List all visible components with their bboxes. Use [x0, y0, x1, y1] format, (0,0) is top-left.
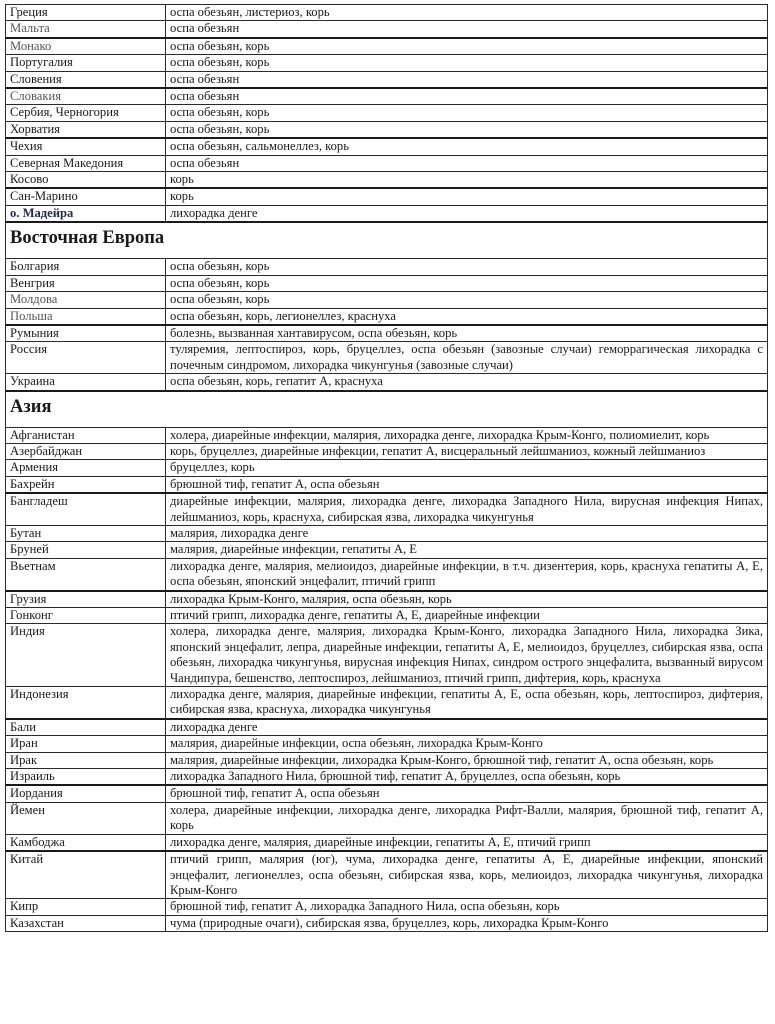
diseases-cell: оспа обезьян: [166, 88, 768, 105]
diseases-cell: чума (природные очаги), сибирская язва, бруцеллез, корь, лихорадка Крым-Конго: [166, 915, 768, 931]
region-title: Восточная Европа: [6, 222, 768, 259]
region-title: Азия: [6, 391, 768, 428]
country-cell: Израиль: [6, 769, 166, 786]
diseases-cell: лихорадка Крым-Конго, малярия, оспа обезьян, корь: [166, 591, 768, 608]
country-cell: Польша: [6, 308, 166, 325]
country-cell: Бали: [6, 719, 166, 736]
table-row: [6, 719, 768, 736]
country-cell: Индонезия: [6, 687, 166, 719]
table-row: [6, 899, 768, 915]
country-cell: Армения: [6, 460, 166, 476]
diseases-cell: оспа обезьян, корь: [166, 105, 768, 121]
country-cell: Ирак: [6, 752, 166, 768]
diseases-cell: туляремия, лептоспироз, корь, бруцеллез, оспа обезьян (завозные случаи) геморрагическая лихорадка с почечным синдромом, лихорадка чикунгунья (завозные случаи): [166, 342, 768, 374]
table-row: [6, 476, 768, 493]
disease-table: [5, 4, 768, 932]
table-row: [6, 525, 768, 541]
table-row: [6, 71, 768, 88]
diseases-cell: оспа обезьян, корь, гепатит А, краснуха: [166, 374, 768, 391]
diseases-cell: малярия, диарейные инфекции, оспа обезьян, лихорадка Крым-Конго: [166, 736, 768, 752]
country-cell: Греция: [6, 5, 166, 21]
table-row: [6, 259, 768, 275]
country-cell: Словакия: [6, 88, 166, 105]
country-cell: Кипр: [6, 899, 166, 915]
diseases-cell: холера, диарейные инфекции, лихорадка денге, лихорадка Рифт-Валли, малярия, брюшной тиф, гепатит А, корь: [166, 802, 768, 834]
country-cell: Монако: [6, 38, 166, 55]
table-row: [6, 325, 768, 342]
table-row: [6, 172, 768, 189]
diseases-cell: оспа обезьян, корь: [166, 38, 768, 55]
diseases-cell: лихорадка денге, малярия, диарейные инфекции, гепатиты А, Е, оспа обезьян, корь, лептоспироз, дифтерия, сибирская язва, краснуха, лихорадка чикунгунья: [166, 687, 768, 719]
diseases-cell: бруцеллез, корь: [166, 460, 768, 476]
table-row: [6, 374, 768, 391]
table-row: [6, 591, 768, 608]
country-cell: Румыния: [6, 325, 166, 342]
diseases-cell: болезнь, вызванная хантавирусом, оспа обезьян, корь: [166, 325, 768, 342]
diseases-cell: оспа обезьян, корь: [166, 259, 768, 275]
table-row: [6, 308, 768, 325]
country-cell: Гонконг: [6, 608, 166, 624]
diseases-cell: оспа обезьян, корь: [166, 55, 768, 71]
table-row: [6, 427, 768, 443]
table-row: [6, 687, 768, 719]
country-cell: Мальта: [6, 21, 166, 38]
diseases-cell: брюшной тиф, гепатит А, оспа обезьян: [166, 785, 768, 802]
diseases-cell: оспа обезьян, корь, легионеллез, краснуха: [166, 308, 768, 325]
region-header: [6, 391, 768, 428]
country-cell: Хорватия: [6, 121, 166, 138]
diseases-cell: оспа обезьян, листериоз, корь: [166, 5, 768, 21]
diseases-cell: брюшной тиф, гепатит А, лихорадка Западного Нила, оспа обезьян, корь: [166, 899, 768, 915]
diseases-cell: оспа обезьян: [166, 155, 768, 171]
diseases-cell: лихорадка денге, малярия, мелиоидоз, диарейные инфекции, в т.ч. дизентерия, корь, краснуха гепатиты А, Е, оспа обезьян, японский энцефалит, птичий грипп: [166, 558, 768, 590]
table-row: [6, 88, 768, 105]
country-cell: Бахрейн: [6, 476, 166, 493]
diseases-cell: брюшной тиф, гепатит А, оспа обезьян: [166, 476, 768, 493]
country-cell: Камбоджа: [6, 834, 166, 851]
table-row: [6, 785, 768, 802]
diseases-cell: лихорадка денге: [166, 719, 768, 736]
diseases-cell: холера, лихорадка денге, малярия, лихорадка Крым-Конго, лихорадка Западного Нила, лихорадка Зика, японский энцефалит, лепра, диарейные инфекции, гепатиты А, Е, мелиоидоз, бруцеллез, сибирская язва, оспа обезьян, лихорадка чикунгунья, вирусная инфекция Нипах, синдром острого энцефалита, вызванный вирусом Чандипура, бешенство, лептоспироз, лейшманиоз, птичий грипп, дифтерия, корь, краснуха: [166, 624, 768, 687]
country-cell: Болгария: [6, 259, 166, 275]
diseases-cell: птичий грипп, лихорадка денге, гепатиты А, Е, диарейные инфекции: [166, 608, 768, 624]
table-row: [6, 608, 768, 624]
table-row: [6, 802, 768, 834]
country-cell: о. Мадейра: [6, 205, 166, 222]
diseases-cell: оспа обезьян, корь: [166, 275, 768, 291]
table-row: [6, 834, 768, 851]
country-cell: Азербайджан: [6, 443, 166, 459]
table-row: [6, 21, 768, 38]
diseases-cell: лихорадка денге: [166, 205, 768, 222]
country-cell: Северная Македония: [6, 155, 166, 171]
country-cell: Чехия: [6, 138, 166, 155]
table-row: [6, 38, 768, 55]
country-cell: Россия: [6, 342, 166, 374]
diseases-cell: малярия, лихорадка денге: [166, 525, 768, 541]
table-row: [6, 292, 768, 308]
country-cell: Словения: [6, 71, 166, 88]
table-row: [6, 558, 768, 590]
document-page: [5, 4, 767, 932]
table-row: [6, 342, 768, 374]
country-cell: Бангладеш: [6, 493, 166, 525]
diseases-cell: лихорадка денге, малярия, диарейные инфекции, гепатиты А, Е, птичий грипп: [166, 834, 768, 851]
country-cell: Венгрия: [6, 275, 166, 291]
diseases-cell: оспа обезьян, корь: [166, 292, 768, 308]
table-row: [6, 624, 768, 687]
diseases-cell: лихорадка Западного Нила, брюшной тиф, гепатит А, бруцеллез, оспа обезьян, корь: [166, 769, 768, 786]
region-header: [6, 222, 768, 259]
diseases-cell: оспа обезьян, корь: [166, 121, 768, 138]
table-row: [6, 121, 768, 138]
table-row: [6, 493, 768, 525]
table-row: [6, 769, 768, 786]
country-cell: Сербия, Черногория: [6, 105, 166, 121]
diseases-cell: оспа обезьян, сальмонеллез, корь: [166, 138, 768, 155]
country-cell: Йемен: [6, 802, 166, 834]
table-row: [6, 188, 768, 205]
table-row: [6, 851, 768, 899]
diseases-cell: холера, диарейные инфекции, малярия, лихорадка денге, лихорадка Крым-Конго, полиомиелит, корь: [166, 427, 768, 443]
country-cell: Украина: [6, 374, 166, 391]
diseases-cell: корь: [166, 188, 768, 205]
country-cell: Грузия: [6, 591, 166, 608]
diseases-cell: малярия, диарейные инфекции, гепатиты А, Е: [166, 542, 768, 558]
country-cell: Иордания: [6, 785, 166, 802]
diseases-cell: малярия, диарейные инфекции, лихорадка Крым-Конго, брюшной тиф, гепатит А, оспа обезьян, корь: [166, 752, 768, 768]
table-row: [6, 443, 768, 459]
country-cell: Вьетнам: [6, 558, 166, 590]
country-cell: Афганистан: [6, 427, 166, 443]
table-row: [6, 105, 768, 121]
country-cell: Бруней: [6, 542, 166, 558]
diseases-cell: оспа обезьян: [166, 71, 768, 88]
country-cell: Португалия: [6, 55, 166, 71]
table-row: [6, 5, 768, 21]
table-row: [6, 915, 768, 931]
country-cell: Бутан: [6, 525, 166, 541]
table-row: [6, 55, 768, 71]
diseases-cell: птичий грипп, малярия (юг), чума, лихорадка денге, гепатиты А, Е, диарейные инфекции, японский энцефалит, легионеллез, оспа обезьян, сибирская язва, корь, мелиоидоз, лихорадка чикунгунья, лихорадка Крым-Конго: [166, 851, 768, 899]
table-row: [6, 736, 768, 752]
country-cell: Молдова: [6, 292, 166, 308]
table-row: [6, 460, 768, 476]
table-row: [6, 275, 768, 291]
country-cell: Китай: [6, 851, 166, 899]
table-row: [6, 205, 768, 222]
country-cell: Иран: [6, 736, 166, 752]
country-cell: Сан-Марино: [6, 188, 166, 205]
table-row: [6, 138, 768, 155]
table-row: [6, 155, 768, 171]
country-cell: Индия: [6, 624, 166, 687]
diseases-cell: корь: [166, 172, 768, 189]
country-cell: Казахстан: [6, 915, 166, 931]
diseases-cell: диарейные инфекции, малярия, лихорадка денге, лихорадка Западного Нила, вирусная инфекция Нипах, лейшманиоз, корь, краснуха, сибирская язва, лихорадка чикунгунья: [166, 493, 768, 525]
table-row: [6, 752, 768, 768]
diseases-cell: оспа обезьян: [166, 21, 768, 38]
table-row: [6, 542, 768, 558]
country-cell: Косово: [6, 172, 166, 189]
diseases-cell: корь, бруцеллез, диарейные инфекции, гепатит А, висцеральный лейшманиоз, кожный лейшманиоз: [166, 443, 768, 459]
